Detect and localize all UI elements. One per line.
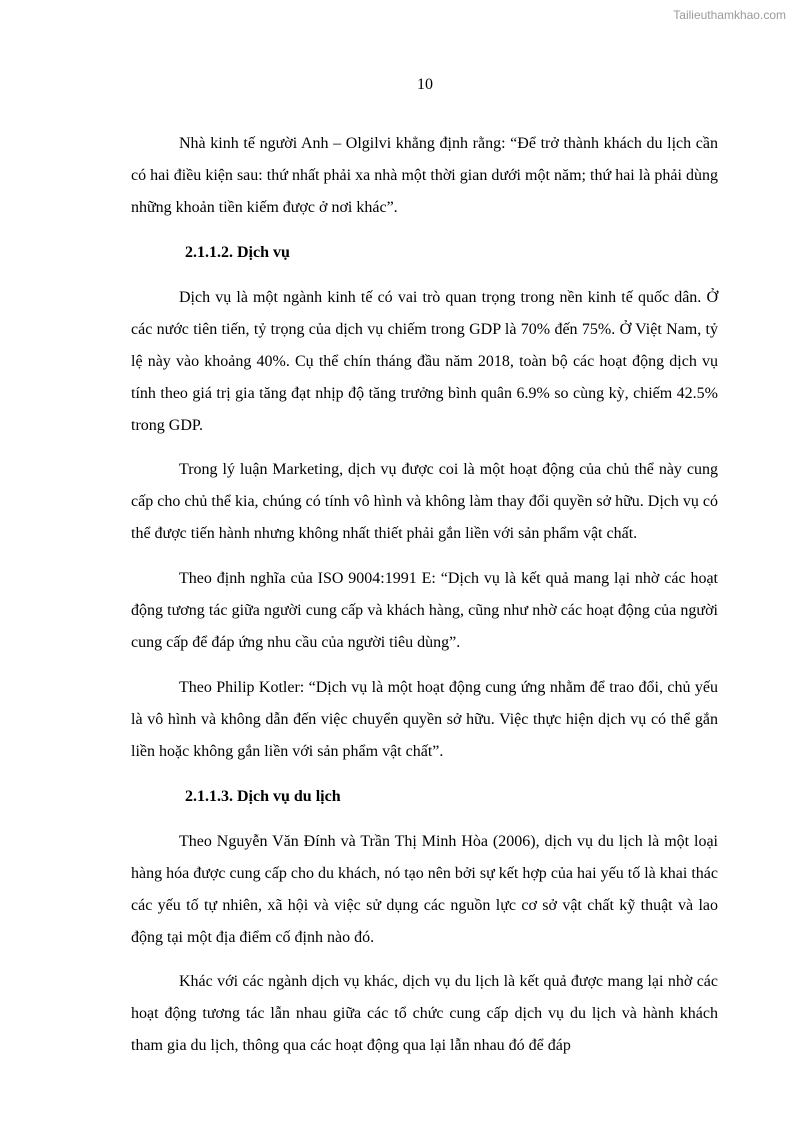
paragraph-dich-vu-gdp: Dịch vụ là một ngành kinh tế có vai trò quan trọng trong nền kinh tế quốc dân. Ở các nước tiên tiến, tỷ trọng của dịch vụ chiếm trong GDP là 70% đến 75%. Ở Việt Nam, tỷ lệ này vào khoảng 40%. Cụ thể chín tháng đầu năm 2018, toàn bộ các hoạt động dịch vụ tính theo giá trị gia tăng đạt nhịp độ tăng trưởng bình quân 6.9% so cùng kỳ, chiếm 42.5% trong GDP. xyxy=(131,288,718,434)
watermark: Tailieuthamkhao.com xyxy=(673,8,786,22)
paragraph-khac-voi: Khác với các ngành dịch vụ khác, dịch vụ du lịch là kết quả được mang lại nhờ các hoạt động tương tác lẫn nhau giữa các tổ chức cung cấp dịch vụ du lịch và hành khách tham gia du lịch, thông qua các hoạt động qua lại lẫn nhau đó để đáp xyxy=(131,973,718,1055)
heading-2-1-1-3: 2.1.1.3. Dịch vụ du lịch xyxy=(185,787,341,805)
paragraph-kotler: Theo Philip Kotler: “Dịch vụ là một hoạt động cung ứng nhằm để trao đổi, chủ yếu là vô hình và không dẫn đến việc chuyển quyền sở hữu. Việc thực hiện dịch vụ có thể gắn liền hoặc không gắn liền với sản phẩm vật chất”. xyxy=(131,678,718,760)
paragraph-iso: Theo định nghĩa của ISO 9004:1991 E: “Dịch vụ là kết quả mang lại nhờ các hoạt động tương tác giữa người cung cấp và khách hàng, cũng như nhờ các hoạt động của người cung cấp để đáp ứng nhu cầu của người tiêu dùng”. xyxy=(131,570,718,652)
heading-2-1-1-2: 2.1.1.2. Dịch vụ xyxy=(185,243,290,261)
paragraph-marketing: Trong lý luận Marketing, dịch vụ được coi là một hoạt động của chủ thể này cung cấp cho chủ thể kia, chúng có tính vô hình và không làm thay đổi quyền sở hữu. Dịch vụ có thể được tiến hành nhưng không nhất thiết phải gắn liền với sản phẩm vật chất. xyxy=(131,461,718,543)
paragraph-olgilvi: Nhà kinh tế người Anh – Olgilvi khẳng định rằng: “Để trở thành khách du lịch cần có hai điều kiện sau: thứ nhất phải xa nhà một thời gian dưới một năm; thứ hai là phải dùng những khoản tiền kiếm được ở nơi khác”. xyxy=(131,135,718,216)
page-number: 10 xyxy=(417,76,433,93)
paragraph-dinh-hoa: Theo Nguyễn Văn Đính và Trần Thị Minh Hòa (2006), dịch vụ du lịch là một loại hàng hóa được cung cấp cho du khách, nó tạo nên bởi sự kết hợp của hai yếu tố là khai thác các yếu tố tự nhiên, xã hội và việc sử dụng các nguồn lực cơ sở vật chất kỹ thuật và lao động tại một địa điểm cố định nào đó. xyxy=(131,832,718,946)
document-body xyxy=(131,128,718,1075)
